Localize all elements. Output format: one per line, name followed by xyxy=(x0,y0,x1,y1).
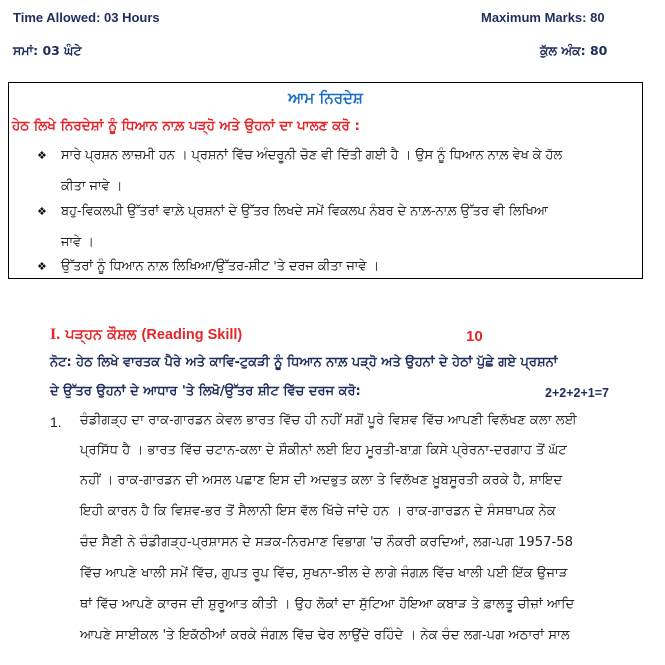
instruction-line: ਬਹੁ-ਵਿਕਲਪੀ ਉੱਤਰਾਂ ਵਾਲ਼ੇ ਪ੍ਰਸ਼ਨਾਂ ਦੇ ਉੱਤਰ ਲਿਖਦੇ ਸਮੇਂ ਵਿਕਲਪ ਨੰਬਰ ਦੇ ਨਾਲ਼-ਨਾਲ਼ ਉੱਤਰ ਵੀ ਲਿਖਿਆ xyxy=(61,204,548,219)
marks-split: 2+2+2+1=7 xyxy=(545,386,609,400)
instructions-subtitle: ਹੇਠ ਲਿਖੇ ਨਿਰਦੇਸ਼ਾਂ ਨੂੰ ਧਿਆਨ ਨਾਲ਼ ਪੜ੍ਹੋ ਅਤੇ ਉਹਨਾਂ ਦਾ ਪਾਲਣ ਕਰੋ : xyxy=(12,118,360,134)
instruction-item xyxy=(37,140,637,202)
note-line-2: ਦੇ ਉੱਤਰ ਉਹਨਾਂ ਦੇ ਆਧਾਰ 'ਤੇ ਲਿਖੋ/ਉੱਤਰ ਸ਼ੀਟ ਵਿੱਚ ਦਰਜ ਕਰੋ: xyxy=(50,384,361,399)
diamond-bullet-icon: ❖ xyxy=(37,260,47,273)
section-title-pa: ਪੜ੍ਹਨ ਕੌਸ਼ਲ xyxy=(65,327,137,343)
passage-line: ਚੰਦ ਸੈਣੀ ਨੇ ਚੰਡੀਗੜ੍ਹ-ਪ੍ਰਸ਼ਾਸਨ ਦੇ ਸੜਕ-ਨਿਰਮਾਣ ਵਿਭਾਗ 'ਚ ਨੌਕਰੀ ਕਰਦਿਆਂ, ਲਗ-ਪਗ 1957-58 xyxy=(80,535,574,550)
diamond-bullet-icon: ❖ xyxy=(37,205,47,218)
section-title-en: (Reading Skill) xyxy=(141,327,243,343)
time-allowed-en: Time Allowed: 03 Hours xyxy=(13,10,160,25)
section-heading xyxy=(50,326,242,344)
instruction-line: ਜਾਵੇ । xyxy=(61,235,94,250)
passage-line: ਵਿੱਚ ਆਪਣੇ ਖਾਲੀ ਸਮੇਂ ਵਿੱਚ, ਗੁਪਤ ਰੂਪ ਵਿੱਚ, ਸੁਖਨਾ-ਝੀਲ ਦੇ ਲਾਗੇ ਜੰਗਲ਼ ਵਿੱਚ ਖਾਲੀ ਪਈ ਇੱਕ ਉਜਾੜ xyxy=(80,566,568,581)
time-allowed-pa: ਸਮਾਂ: 03 ਘੰਟੇ xyxy=(13,43,82,58)
instruction-line: ਉੱਤਰਾਂ ਨੂੰ ਧਿਆਨ ਨਾਲ਼ ਲਿਖਿਆ/ਉੱਤਰ-ਸ਼ੀਟ 'ਤੇ ਦਰਜ ਕੀਤਾ ਜਾਵੇ । xyxy=(61,259,380,274)
passage-line: ਪ੍ਰਸਿੱਧ ਹੈ । ਭਾਰਤ ਵਿੱਚ ਚਟਾਨ-ਕਲਾ ਦੇ ਸ਼ੌਕੀਨਾਂ ਲਈ ਇਹ ਮੂਰਤੀ-ਬਾਗ਼ ਕਿਸੇ ਪ੍ਰੇਰਨਾ-ਦਰਗਾਹ ਤੋਂ ਘੱਟ xyxy=(80,443,567,458)
instruction-item xyxy=(37,196,637,258)
passage-line: ਆਪਣੇ ਸਾਈਕਲ 'ਤੇ ਇਕੱਠੀਆਂ ਕਰਕੇ ਜੰਗਲ਼ ਵਿੱਚ ਢੇਰ ਲਾਉਂਦੇ ਰਹਿੰਦੇ । ਨੇਕ ਚੰਦ ਲਗ-ਪਗ ਅਠਾਰਾਂ ਸਾਲ xyxy=(80,628,570,643)
passage-line: ਇਹੀ ਕਾਰਨ ਹੈ ਕਿ ਵਿਸ਼ਵ-ਭਰ ਤੋਂ ਸੈਲਾਨੀ ਇਸ ਵੱਲ ਖਿੱਚੇ ਜਾਂਦੇ ਹਨ । ਰਾਕ-ਗਾਰਡਨ ਦੇ ਸੰਸਥਾਪਕ ਨੇਕ xyxy=(80,504,556,519)
instructions-title: ਆਮ ਨਿਰਦੇਸ਼ xyxy=(288,89,363,107)
section-marks: 10 xyxy=(466,328,483,345)
note-line-1: ਨੋਟ: ਹੇਠ ਲਿਖੇ ਵਾਰਤਕ ਪੈਰੇ ਅਤੇ ਕਾਵਿ-ਟੁਕੜੀ ਨੂੰ ਧਿਆਨ ਨਾਲ਼ ਪੜ੍ਹੋ ਅਤੇ ਉਹਨਾਂ ਦੇ ਹੇਠਾਂ ਪੁੱਛੇ ਗਏ ਪ੍ਰਸ਼ਨਾਂ xyxy=(50,355,558,370)
max-marks-pa: ਕੁੱਲ ਅੰਕ: 80 xyxy=(540,43,608,58)
general-instructions-box xyxy=(8,82,643,279)
passage-number: 1. xyxy=(50,414,62,430)
passage-line: ਨਹੀਂ । ਰਾਕ-ਗਾਰਡਨ ਦੀ ਅਸਲ ਪਛਾਣ ਇਸ ਦੀ ਅਦਭੁਤ ਕਲਾ ਤੇ ਵਿਲੱਖਣ ਖ਼ੂਬਸੂਰਤੀ ਕਰਕੇ ਹੈ, ਸ਼ਾਇਦ xyxy=(80,473,563,488)
passage-line: ਥਾਂ ਵਿੱਚ ਆਪਣੇ ਕਾਰਜ ਦੀ ਸ਼ੁਰੂਆਤ ਕੀਤੀ । ਉਹ ਲੋਕਾਂ ਦਾ ਸੁੱਟਿਆ ਹੋਇਆ ਕਬਾੜ ਤੇ ਫ਼ਾਲਤੂ ਚੀਜ਼ਾਂ ਆਦਿ xyxy=(80,597,575,612)
max-marks-en: Maximum Marks: 80 xyxy=(481,10,605,25)
passage-line: ਚੰਡੀਗੜ੍ਹ ਦਾ ਰਾਕ-ਗਾਰਡਨ ਕੇਵਲ ਭਾਰਤ ਵਿੱਚ ਹੀ ਨਹੀਂ ਸਗੋਂ ਪੂਰੇ ਵਿਸ਼ਵ ਵਿੱਚ ਆਪਣੀ ਵਿਲੱਖਣ ਕਲਾ ਲਈ xyxy=(80,413,577,428)
section-number: I. xyxy=(50,326,61,343)
instruction-line: ਸਾਰੇ ਪ੍ਰਸ਼ਨ ਲਾਜ਼ਮੀ ਹਨ । ਪ੍ਰਸ਼ਨਾਂ ਵਿੱਚ ਅੰਦਰੂਨੀ ਚੋਣ ਵੀ ਦਿੱਤੀ ਗਈ ਹੈ । ਉਸ ਨੂੰ ਧਿਆਨ ਨਾਲ਼ ਵੇਖ ਕੇ ਹੱਲ xyxy=(61,148,563,163)
instruction-line: ਕੀਤਾ ਜਾਵੇ । xyxy=(61,179,123,194)
diamond-bullet-icon: ❖ xyxy=(37,149,47,162)
instruction-item xyxy=(37,251,637,282)
